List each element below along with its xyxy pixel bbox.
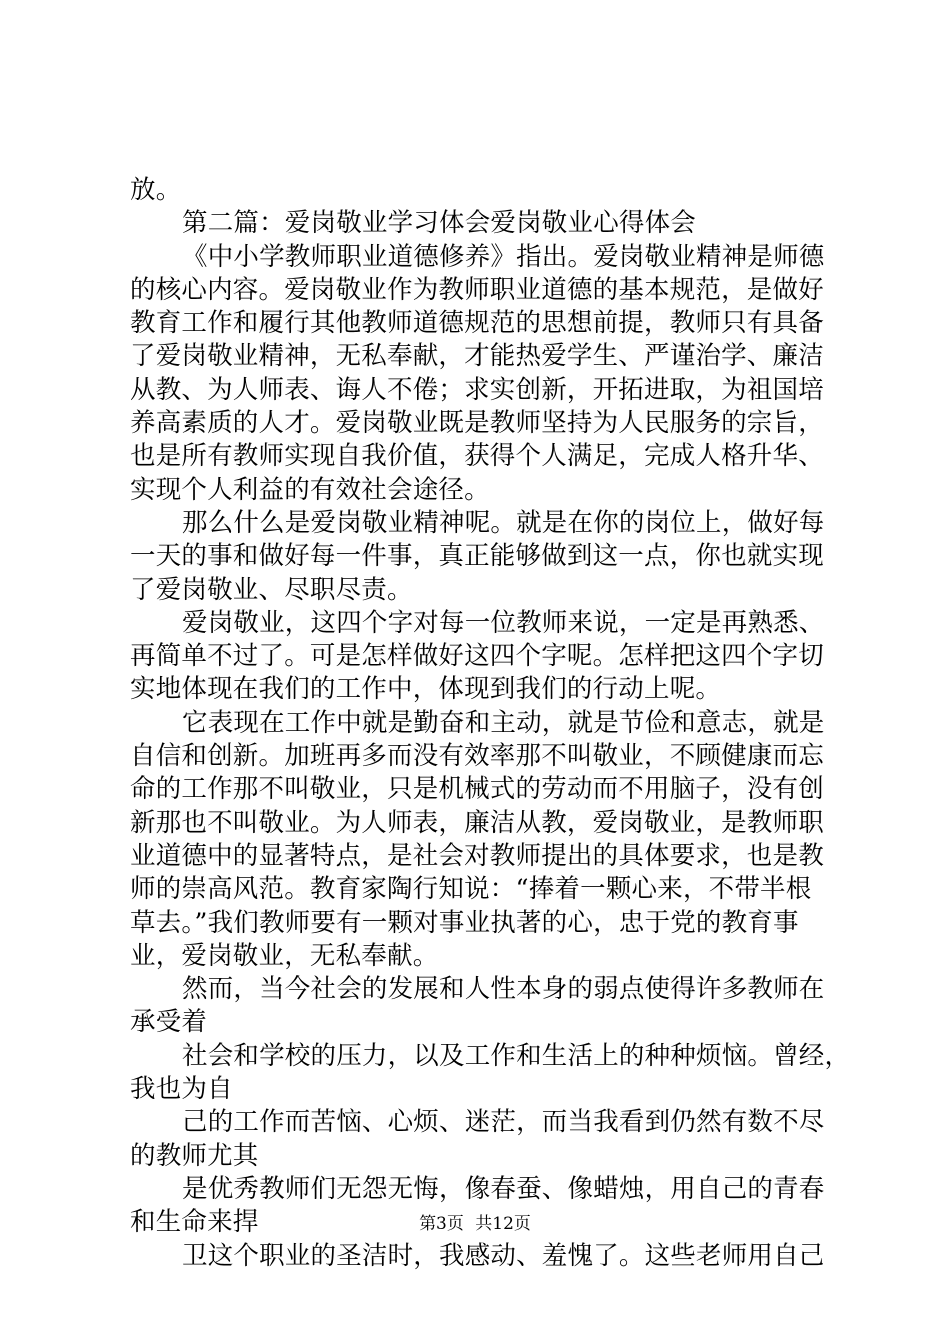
text-line: 命的工作那不叫敬业，只是机械式的劳动而不用脑子，没有创 [130,774,824,805]
text-line: 从教、为人师表、诲人不倦；求实创新，开拓进取，为祖国培 [130,374,824,405]
text-line: 再简单不过了。可是怎样做好这四个字呢。怎样把这四个字切 [130,641,824,672]
text-line: 然而，当今社会的发展和人性本身的弱点使得许多教师在 [182,974,825,1005]
page-footer [0,1213,950,1235]
text-line: 第二篇：爱岗敬业学习体会爱岗敬业心得体会 [182,208,697,239]
page-number: 第3页 [419,1214,464,1234]
text-line: 是优秀教师们无怨无悔，像春蚕、像蜡烛，用自己的青春 [182,1173,825,1204]
text-line: 自信和创新。加班再多而没有效率那不叫敬业，不顾健康而忘 [130,741,824,772]
text-line: 我也为自 [130,1074,233,1105]
text-line: 和生命来捍 [130,1207,259,1238]
text-line: 《中小学教师职业道德修养》指出。爱岗敬业精神是师德 [182,241,825,272]
text-line: 业道德中的显著特点，是社会对教师提出的具体要求，也是教 [130,840,824,871]
text-line: 它表现在工作中就是勤奋和主动，就是节俭和意志，就是 [182,707,825,738]
text-line: 放。 [130,175,182,205]
text-line: 爱岗敬业，这四个字对每一位教师来说，一定是再熟悉、 [182,607,825,638]
text-line: 卫这个职业的圣洁时，我感动、羞愧了。这些老师用自己 [182,1240,825,1271]
page-total: 共12页 [475,1214,531,1234]
text-line: 了爱岗敬业精神，无私奉献，才能热爱学生、严谨治学、廉洁 [130,341,824,372]
text-line: 己的工作而苦恼、心烦、迷茫，而当我看到仍然有数不尽 [182,1107,825,1138]
document-body [130,174,851,1273]
text-line: 的教师尤其 [130,1140,259,1171]
text-line: 新那也不叫敬业。为人师表，廉洁从教，爱岗敬业，是教师职 [130,807,824,838]
text-line: 社会和学校的压力，以及工作和生活上的种种烦恼。曾经， [182,1040,851,1071]
text-line: 实地体现在我们的工作中，体现到我们的行动上呢。 [130,674,722,705]
text-line: 草去。”我们教师要有一颗对事业执著的心，忠于党的教育事 [130,907,799,938]
text-line: 那么什么是爱岗敬业精神呢。就是在你的岗位上，做好每 [182,507,825,538]
text-line: 养高素质的人才。爱岗敬业既是教师坚持为人民服务的宗旨， [130,408,824,439]
text-line: 业，爱岗敬业，无私奉献。 [130,940,439,971]
text-line: 的核心内容。爱岗敬业作为教师职业道德的基本规范，是做好 [130,274,824,305]
text-line: 教育工作和履行其他教师道德规范的思想前提，教师只有具备 [130,308,824,339]
text-line: 了爱岗敬业、尽职尽责。 [130,574,413,605]
text-line: 也是所有教师实现自我价值，获得个人满足，完成人格升华、 [130,441,824,472]
text-line: 承受着 [130,1007,208,1038]
text-line: 一天的事和做好每一件事，真正能够做到这一点，你也就实现 [130,541,824,572]
text-line: 实现个人利益的有效社会途径。 [130,474,490,505]
text-line: 师的崇高风范。教育家陶行知说：“捧着一颗心来，不带半根 [130,874,812,905]
